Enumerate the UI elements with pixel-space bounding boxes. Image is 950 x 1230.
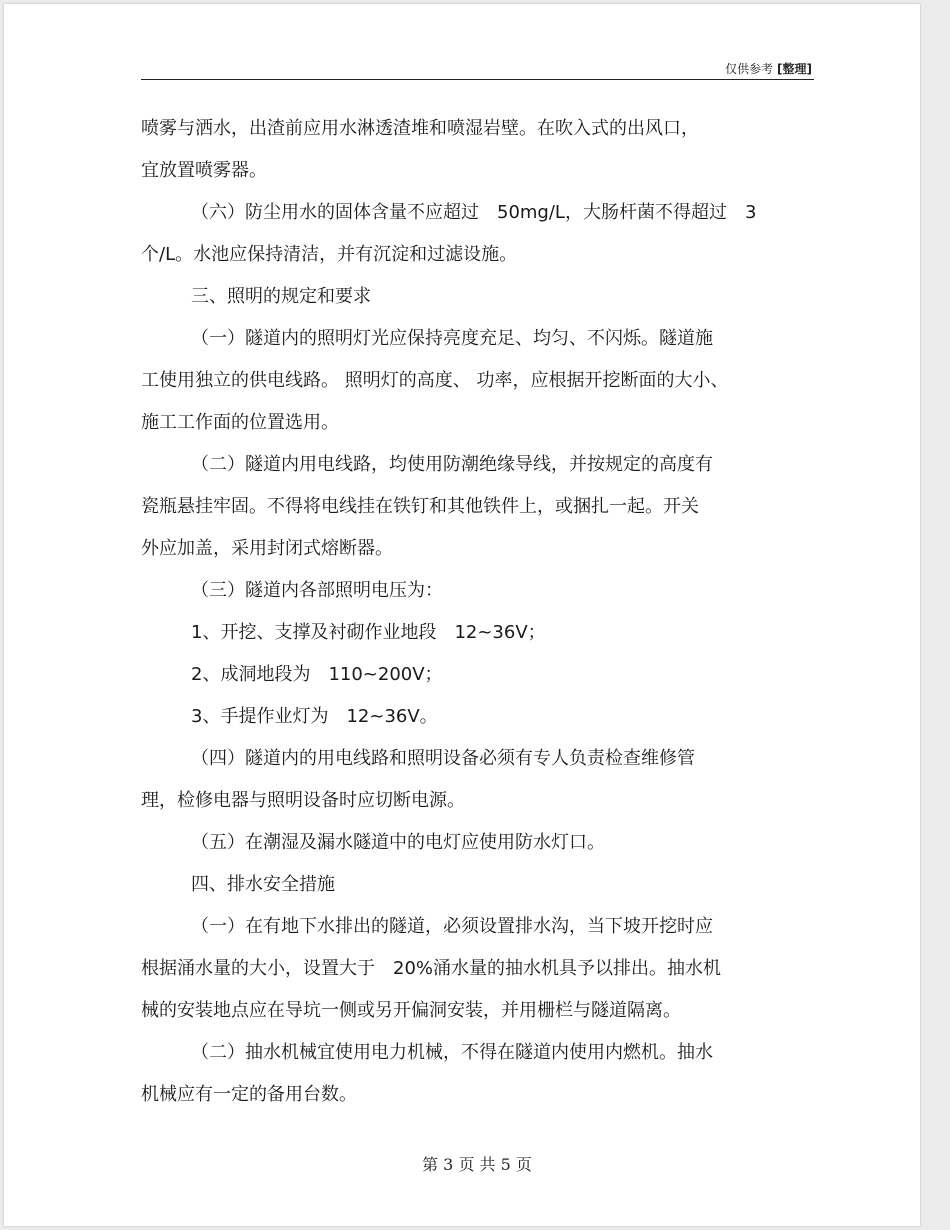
list-item: 1、开挖、支撑及衬砌作业地段 12~36V； [191,622,546,643]
text-line: （一）在有地下水排出的隧道，必须设置排水沟，当下坡开挖时应 [191,916,713,937]
section-heading: 三、照明的规定和要求 [191,286,371,307]
text-line: 宜放置喷雾器。 [141,160,267,181]
text-line: 理，检修电器与照明设备时应切断电源。 [141,790,465,811]
document-page [4,4,920,1226]
text-line: 个/L。水池应保持清洁，并有沉淀和过滤设施。 [141,244,518,265]
text-line: （二）抽水机械宜使用电力机械，不得在隧道内使用内燃机。抽水 [191,1042,713,1063]
list-item: 3、手提作业灯为 12~36V。 [191,706,438,727]
text-line: 喷雾与洒水，出渣前应用水淋透渣堆和喷湿岩壁。在吹入式的出风口， [141,118,699,139]
text-line: （六）防尘用水的固体含量不应超过 50mg/L，大肠杆菌不得超过 3 [191,202,757,223]
text-line: 瓷瓶悬挂牢固。不得将电线挂在铁钉和其他铁件上，或捆扎一起。开关 [141,496,699,517]
text-line: （二）隧道内用电线路，均使用防潮绝缘导线，并按规定的高度有 [191,454,713,475]
text-line: （五）在潮湿及漏水隧道中的电灯应使用防水灯口。 [191,832,605,853]
text-line: 施工工作面的位置选用。 [141,412,339,433]
header-note-text: 仅供参考 [725,62,774,76]
text-line: （一）隧道内的照明灯光应保持亮度充足、均匀、不闪烁。隧道施 [191,328,713,349]
header-bracket-label: [整理] [777,62,812,76]
section-heading: 四、排水安全措施 [191,874,335,895]
text-line: 工使用独立的供电线路。 照明灯的高度、 功率，应根据开挖断面的大小、 [141,370,729,391]
text-line: 机械应有一定的备用台数。 [141,1084,357,1105]
list-item: 2、成洞地段为 110~200V； [191,664,443,685]
page-number: 第 3 页 共 5 页 [422,1155,532,1174]
body-text [141,108,831,1116]
text-line: 根据涌水量的大小，设置大于 20%涌水量的抽水机具予以排出。抽水机 [141,958,722,979]
text-line: 外应加盖，采用封闭式熔断器。 [141,538,393,559]
text-line: （四）隧道内的用电线路和照明设备必须有专人负责检查维修管 [191,748,695,769]
header-divider [141,79,814,80]
text-line: （三）隧道内各部照明电压为： [191,580,443,601]
header-note [725,60,812,77]
text-line: 械的安装地点应在导坑一侧或另开偏洞安装，并用栅栏与隧道隔离。 [141,1000,681,1021]
